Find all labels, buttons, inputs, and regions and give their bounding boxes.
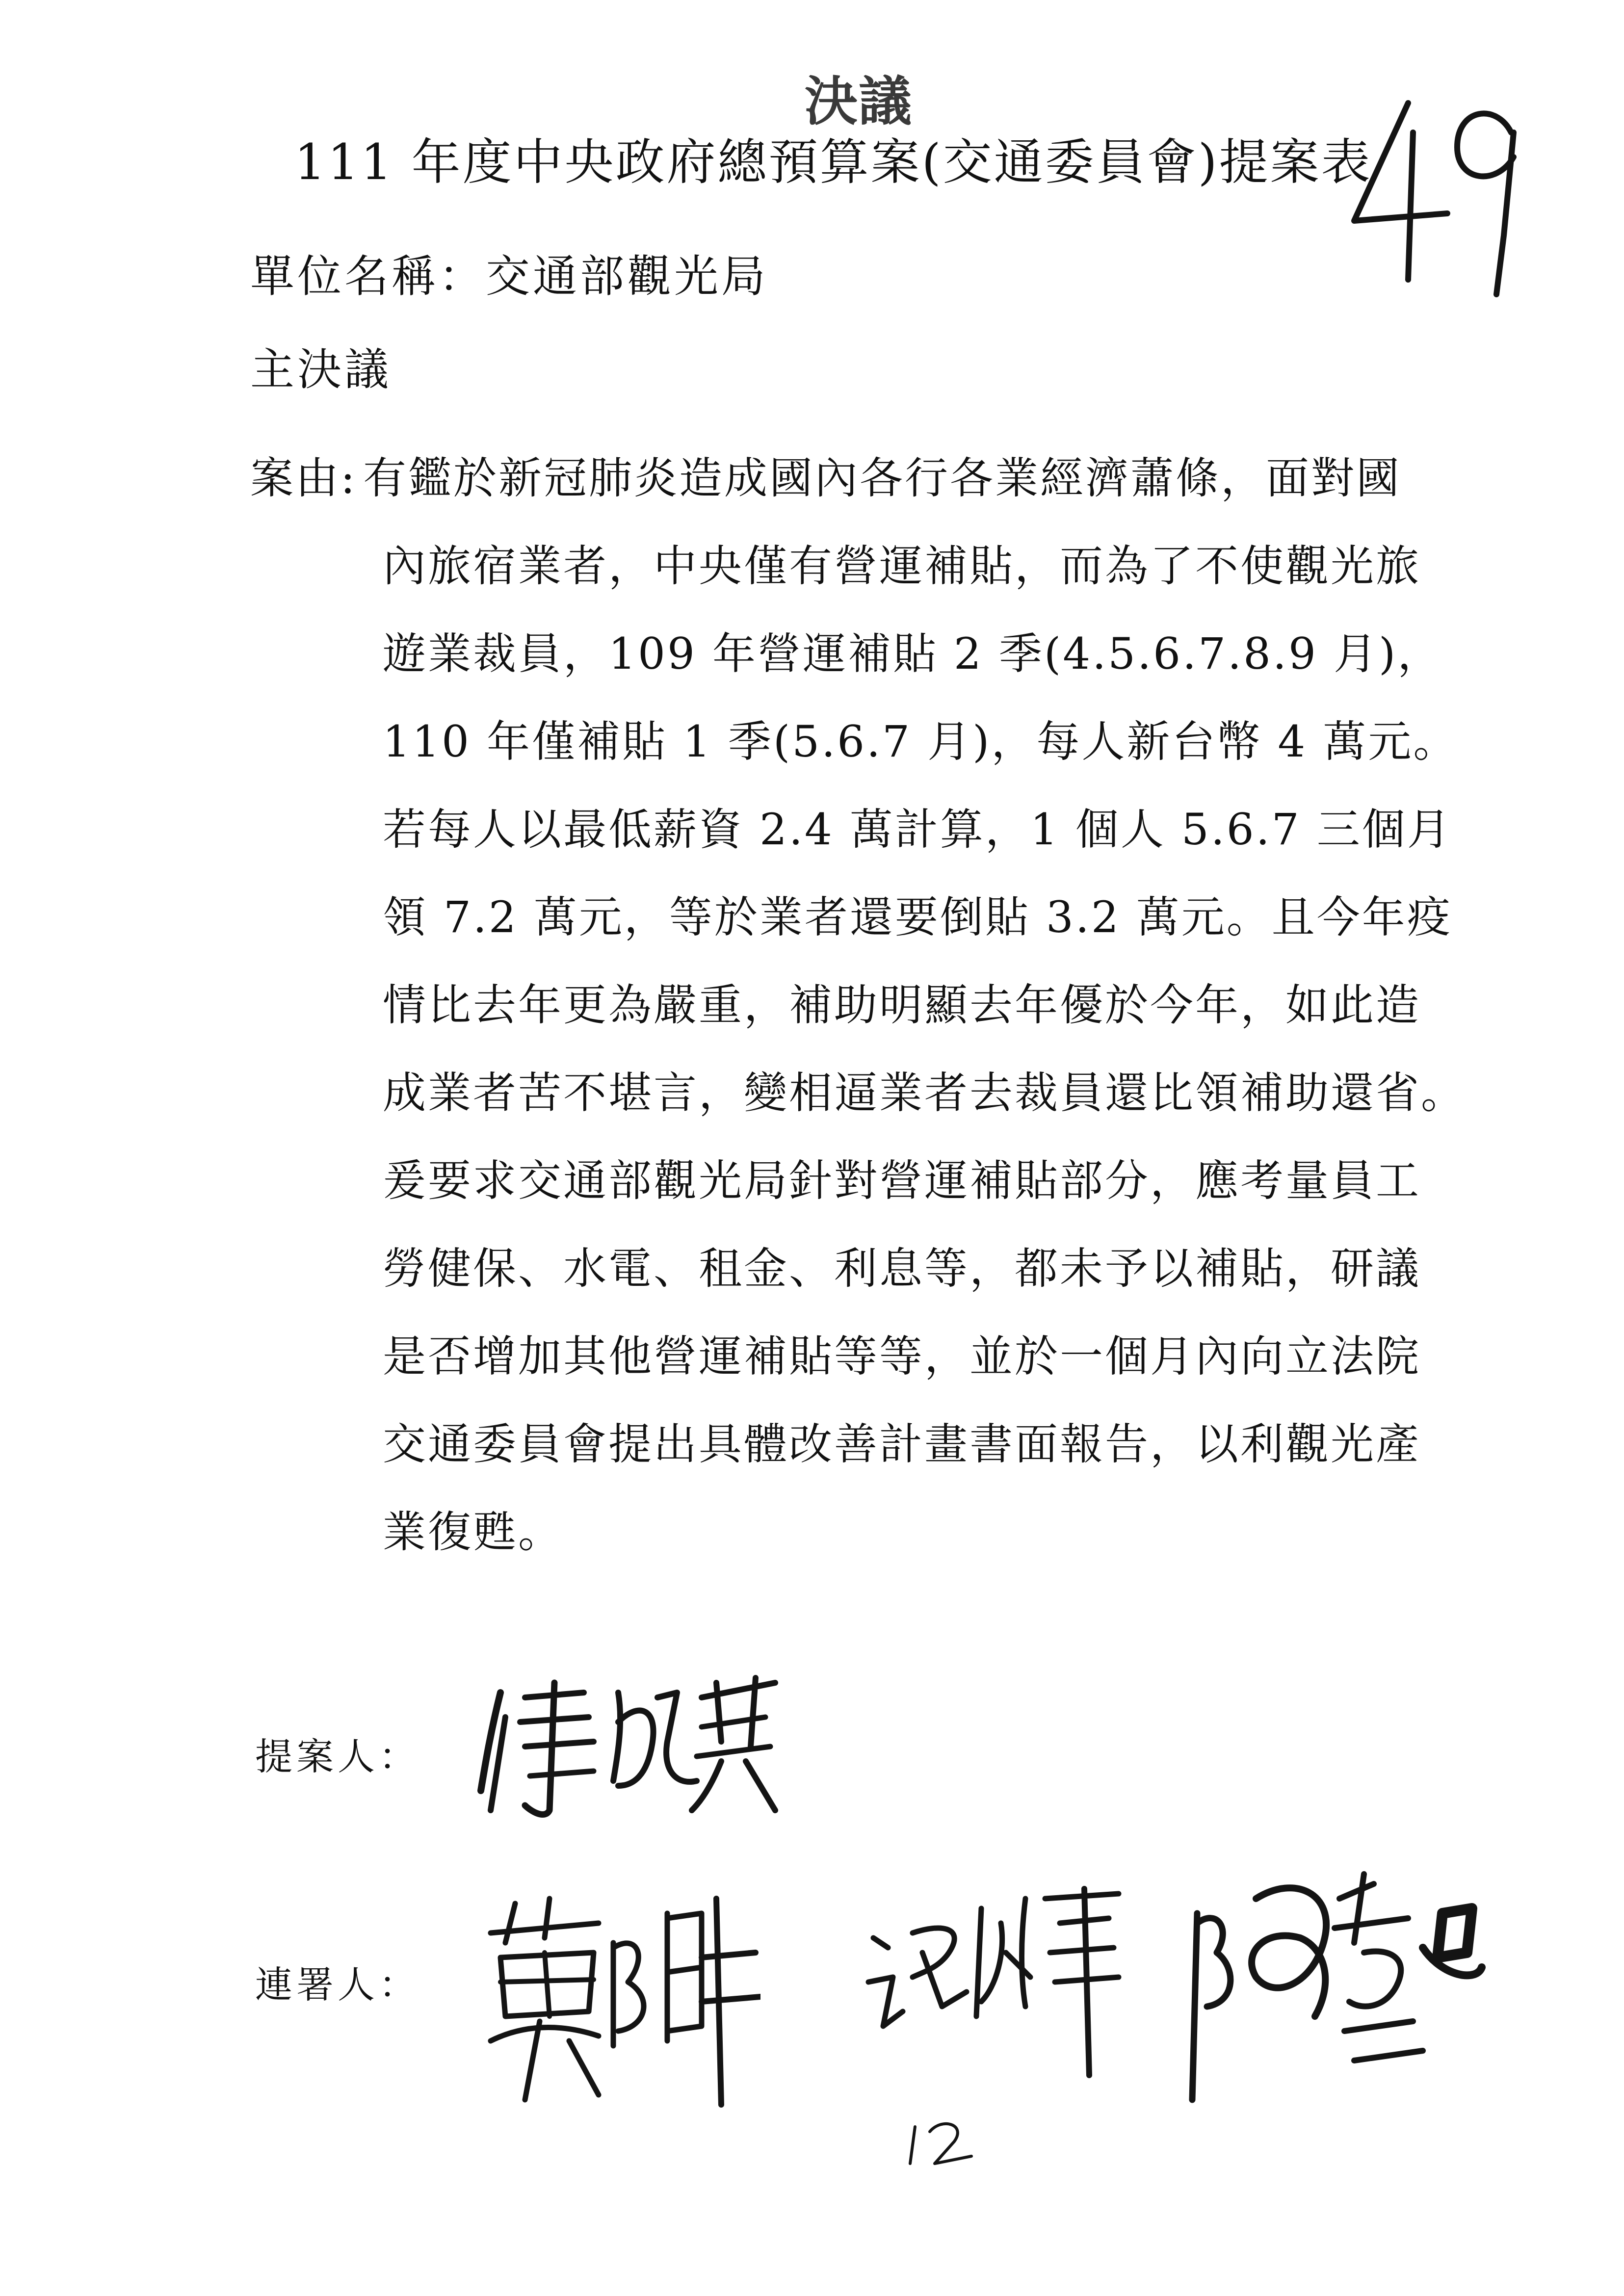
reason-line: 勞健保、水電、租金、利息等，都未予以補貼，研議 bbox=[383, 1243, 1421, 1294]
cosigner-signature bbox=[471, 1884, 760, 2114]
reason-line: 內旅宿業者，中央僅有營運補貼，而為了不使觀光旅 bbox=[383, 541, 1421, 591]
proposer-label: 提案人： bbox=[255, 1735, 420, 1778]
reason-line: 領 7.2 萬元，等於業者還要倒貼 3.2 萬元。且今年疫 bbox=[383, 892, 1452, 942]
reason-line: 是否增加其他營運補貼等等，並於一個月內向立法院 bbox=[383, 1331, 1421, 1382]
reason-line: 成業者苦不堪言，變相逼業者去裁員還比領補助還省。 bbox=[383, 1068, 1467, 1118]
handwritten-note bbox=[903, 2114, 976, 2168]
unit-name-line: 單位名稱：交通部觀光局 bbox=[250, 251, 768, 302]
reason-line: 爰要求交通部觀光局針對營運補貼部分，應考量員工 bbox=[383, 1155, 1421, 1206]
reason-line: 若每人以最低薪資 2.4 萬計算，1 個人 5.6.7 三個月 bbox=[383, 804, 1452, 855]
reason-line: 交通委員會提出具體改善計畫書面報告，以利觀光產 bbox=[383, 1419, 1421, 1469]
proposer-signature bbox=[471, 1663, 785, 1825]
cosigner-label: 連署人： bbox=[255, 1963, 420, 2007]
reason-line: 業復甦。 bbox=[383, 1507, 564, 1557]
resolution-heading: 主決議 bbox=[250, 344, 392, 395]
page-title: 111 年度中央政府總預算案(交通委員會)提案表 bbox=[294, 133, 1372, 191]
reason-line: 110 年僅補貼 1 季(5.6.7 月)，每人新台幣 4 萬元。 bbox=[383, 716, 1459, 767]
reason-label: 案由: bbox=[250, 453, 357, 503]
reason-body bbox=[363, 444, 1467, 1586]
cosigner-signature bbox=[1178, 1854, 1492, 2110]
cosigner-signature bbox=[854, 1879, 1128, 2085]
resolution-stamp: 決議 bbox=[805, 71, 913, 132]
handwritten-page-number bbox=[1335, 74, 1541, 299]
reason-line: 情比去年更為嚴重，補助明顯去年優於今年，如此造 bbox=[383, 980, 1421, 1030]
reason-line: 有鑑於新冠肺炎造成國內各行各業經濟蕭條，面對國 bbox=[363, 453, 1402, 503]
reason-line: 遊業裁員，109 年營運補貼 2 季(4.5.6.7.8.9 月)， bbox=[383, 628, 1443, 679]
